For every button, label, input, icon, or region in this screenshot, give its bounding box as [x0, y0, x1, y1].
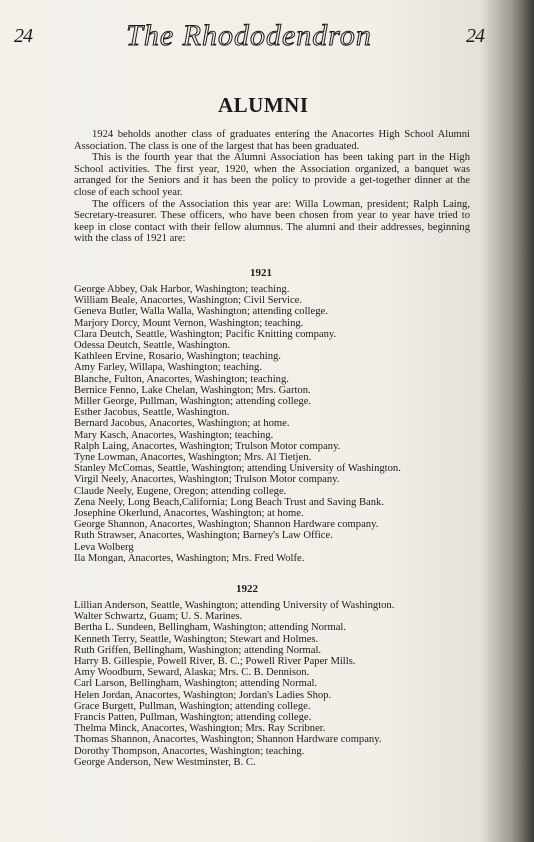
alumni-entry: Harry B. Gillespie, Powell River, B. C.; Powell River Paper Mills. [74, 656, 356, 668]
alumni-entry: Bernice Fenno, Lake Chelan, Washington; Mrs. Garton. [74, 384, 311, 396]
class-year-heading: 1922 [236, 583, 258, 595]
alumni-entry: Stanley McComas, Seattle, Washington; attending University of Washington. [74, 463, 401, 475]
page-number-left: 24 [14, 24, 32, 47]
alumni-entry: Virgil Neely, Anacortes, Washington; Trulson Motor company. [74, 474, 340, 486]
class-year-heading: 1921 [250, 267, 272, 279]
alumni-entry: George Shannon, Anacortes, Washington; Shannon Hardware company. [74, 519, 379, 531]
alumni-entry: Thomas Shannon, Anacortes, Washington; Shannon Hardware company. [74, 734, 382, 746]
alumni-entry: Clara Deutch, Seattle, Washington; Pacific Knitting company. [74, 328, 337, 340]
alumni-entry: Esther Jacobus, Seattle, Washington. [74, 407, 230, 419]
alumni-entry: Helen Jordan, Anacortes, Washington; Jordan's Ladies Shop. [74, 689, 332, 701]
alumni-entry: Grace Burgett, Pullman, Washington; attending college. [74, 700, 311, 712]
alumni-entry: Amy Farley, Willapa, Washington; teaching. [74, 362, 262, 374]
alumni-entry: Walter Schwartz, Guam; U. S. Marines. [74, 611, 243, 623]
alumni-entry: Bertha L. Sundeen, Bellingham, Washington; attending Normal. [74, 622, 346, 634]
alumni-entry: William Beale, Anacortes, Washington; Civil Service. [74, 295, 303, 307]
alumni-entry: Dorothy Thompson, Anacortes, Washington; teaching. [74, 745, 305, 757]
alumni-entry: Leva Wolberg [74, 541, 134, 553]
alumni-entry: George Anderson, New Westminster, B. C. [74, 756, 256, 768]
intro-paragraph: 1924 beholds another class of graduates entering the Anacortes High School Alumni Association. The class is one of the largest that has been graduated. [74, 129, 470, 152]
alumni-entry: Kenneth Terry, Seattle, Washington; Stewart and Holmes. [74, 633, 319, 645]
alumni-entry: Thelma Minck, Anacortes, Washington; Mrs. Ray Scribner. [74, 723, 326, 735]
alumni-entry: Bernard Jacobus, Anacortes, Washington; at home. [74, 418, 290, 430]
alumni-entry: Blanche, Fulton, Anacortes, Washington; teaching. [74, 373, 289, 385]
intro-text [74, 129, 470, 245]
alumni-entry: Ila Mongan, Anacortes, Washington; Mrs. Fred Wolfe. [74, 552, 305, 564]
alumni-entry: Zena Neely, Long Beach,California; Long Beach Trust and Saving Bank. [74, 496, 384, 508]
alumni-entry: Amy Woodburn, Seward, Alaska; Mrs. C. B. Dennison. [74, 667, 310, 679]
alumni-entry: Claude Neely, Eugene, Oregon; attending college. [74, 485, 287, 497]
alumni-entry: Kathleen Ervine, Rosario, Washington; teaching. [74, 351, 281, 363]
intro-paragraph: This is the fourth year that the Alumni Association has been taking part in the High School activities. The first year, 1920, when the Association organized, a banquet was arranged for the Seniors and it has been the policy to provide a get-together dinner at the close of each school year. [74, 152, 470, 198]
alumni-list-1921 [74, 284, 484, 564]
alumni-entry: George Abbey, Oak Harbor, Washington; teaching. [74, 284, 290, 295]
intro-paragraph: The officers of the Association this year are: Willa Lowman, president; Ralph Laing, Secretary-treasurer. These officers, who have been chosen from year to year have tried to keep in close contact with their fellow alumnus. The alumni and their addresses, beginning with the class of 1921 are: [74, 198, 470, 245]
alumni-entry: Carl Larson, Bellingham, Washington; attending Normal. [74, 678, 318, 690]
running-head [14, 18, 484, 54]
alumni-entry: Tyne Lowman, Anacortes, Washington; Mrs. Al Tietjen. [74, 452, 312, 464]
page-number-right: 24 [465, 24, 484, 47]
alumni-entry: Ruth Griffen, Bellingham, Washington; attending Normal. [74, 644, 322, 656]
alumni-entry: Lillian Anderson, Seattle, Washington; attending University of Washington. [74, 600, 395, 611]
alumni-entry: Miller George, Pullman, Washington; attending college. [74, 396, 312, 408]
alumni-entry: Francis Patten, Pullman, Washington; attending college. [74, 712, 312, 724]
alumni-entry: Ralph Laing, Anacortes, Washington; Trulson Motor company. [74, 440, 341, 452]
alumni-entry: Marjory Dorcy, Mount Vernon, Washington; teaching. [74, 317, 304, 329]
alumni-list-1922 [74, 600, 484, 768]
yearbook-title: The Rhododendron [126, 19, 372, 52]
alumni-entry: Ruth Strawser, Anacortes, Washington; Barney's Law Office. [74, 530, 333, 542]
alumni-entry: Mary Kasch, Anacortes, Washington; teaching. [74, 429, 274, 441]
alumni-entry: Odessa Deutch, Seattle, Washington. [74, 340, 231, 352]
page-heading: ALUMNI [218, 93, 309, 117]
alumni-entry: Josephine Okerlund, Anacortes, Washington; at home. [74, 508, 304, 520]
alumni-entry: Geneva Butler, Walla Walla, Washington; attending college. [74, 306, 328, 318]
